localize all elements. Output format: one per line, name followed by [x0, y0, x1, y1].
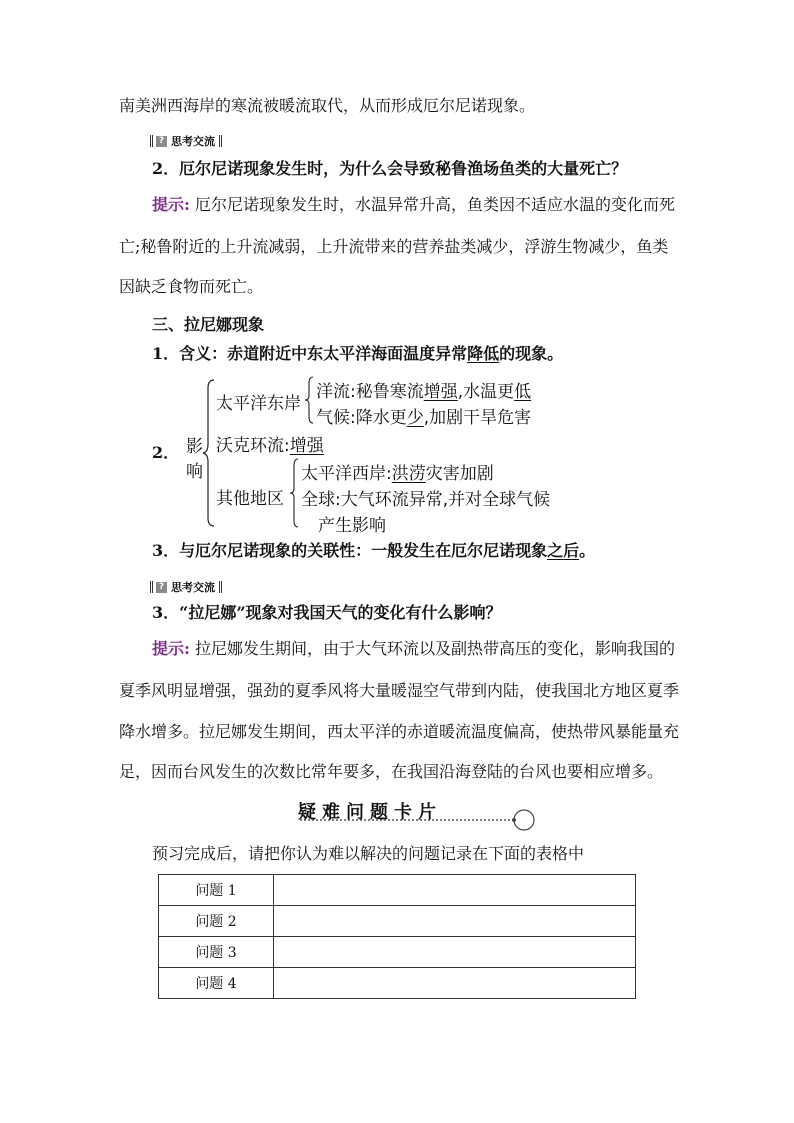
question-mark-icon: ?: [156, 136, 167, 147]
think-exchange-tag-2: [150, 579, 223, 595]
card-title-decoration: [296, 808, 538, 834]
answer-3-line-3: 降水增多。拉尼娜发生期间，西太平洋的赤道暖流温度偏高，使热带风暴能量充: [119, 722, 680, 741]
think-exchange-label: 思考交流: [171, 135, 215, 148]
global-line-2: 产生影响: [318, 516, 386, 536]
section-title: 三、拉尼娜现象: [152, 315, 265, 334]
impact-label-1: 影: [186, 437, 203, 457]
impact-number: 2．: [152, 443, 180, 462]
question-cell[interactable]: [274, 968, 636, 999]
question-cell[interactable]: [274, 937, 636, 968]
table-row: [159, 937, 636, 968]
answer-3-line-4: 足，因而台风发生的次数比常年要多，在我国沿海登陆的台风也要相应增多。: [119, 762, 664, 781]
card-title: 疑难问题卡片: [298, 802, 442, 823]
question-cell[interactable]: [274, 875, 636, 906]
east-pacific-brace: [304, 375, 314, 425]
card-intro: 预习完成后，请把你认为难以解决的问题记录在下面的表格中: [152, 844, 585, 863]
relation-line: 3．与厄尔尼诺现象的关联性：一般发生在厄尔尼诺现象之后。: [152, 541, 596, 560]
impact-label-2: 响: [186, 462, 203, 482]
question-label: 问题 4: [159, 968, 274, 999]
other-regions-brace: [289, 457, 299, 529]
table-row: [159, 906, 636, 937]
definition: 1．含义：赤道附近中东太平洋海面温度异常降低的现象。: [152, 344, 564, 363]
answer-3-line-2: 夏季风明显增强，强劲的夏季风将大量暖湿空气带到内陆，使我国北方地区夏季: [119, 681, 680, 700]
answer-2-line-1: 提示: 厄尔尼诺现象发生时，水温异常升高，鱼类因不适应水温的变化而死: [152, 195, 676, 214]
table-row: [159, 875, 636, 906]
think-exchange-label: 思考交流: [171, 581, 215, 594]
question-label: 问题 1: [159, 875, 274, 906]
table-row: [159, 968, 636, 999]
think-exchange-tag: [150, 133, 223, 149]
current-line: 洋流:秘鲁寒流增强,水温更低: [316, 382, 532, 402]
other-regions-label: 其他地区: [216, 489, 284, 509]
walker-line: 沃克环流:增强: [216, 436, 324, 456]
hint-label: 提示:: [152, 195, 190, 214]
west-pacific-line: 太平洋西岸:洪涝灾害加剧: [301, 464, 494, 484]
question-table: [158, 874, 636, 999]
global-line-1: 全球:大气环流异常,并对全球气候: [301, 490, 551, 510]
question-3: 3．“拉尼娜”现象对我国天气的变化有什么影响？: [152, 603, 502, 622]
climate-line: 气候:降水更少,加剧干旱危害: [316, 408, 532, 428]
question-2: 2．厄尔尼诺现象发生时，为什么会导致秘鲁渔场鱼类的大量死亡？: [152, 159, 628, 178]
question-label: 问题 2: [159, 906, 274, 937]
answer-2-line-2: 亡;秘鲁附近的上升流减弱，上升流带来的营养盐类减少，浮游生物减少，鱼类: [119, 237, 669, 256]
east-pacific-label: 太平洋东岸: [216, 394, 301, 414]
question-cell[interactable]: [274, 906, 636, 937]
circle-icon: [514, 810, 534, 830]
question-mark-icon: ?: [156, 582, 167, 593]
answer-3-line-1: 提示: 拉尼娜发生期间，由于大气环流以及副热带高压的变化，影响我国的: [152, 639, 676, 658]
big-brace: [202, 378, 216, 528]
question-label: 问题 3: [159, 937, 274, 968]
paragraph-continuation: 南美洲西海岸的寒流被暖流取代，从而形成厄尔尼诺现象。: [119, 96, 536, 115]
hint-label: 提示:: [152, 639, 190, 658]
answer-2-line-3: 因缺乏食物而死亡。: [119, 277, 264, 296]
